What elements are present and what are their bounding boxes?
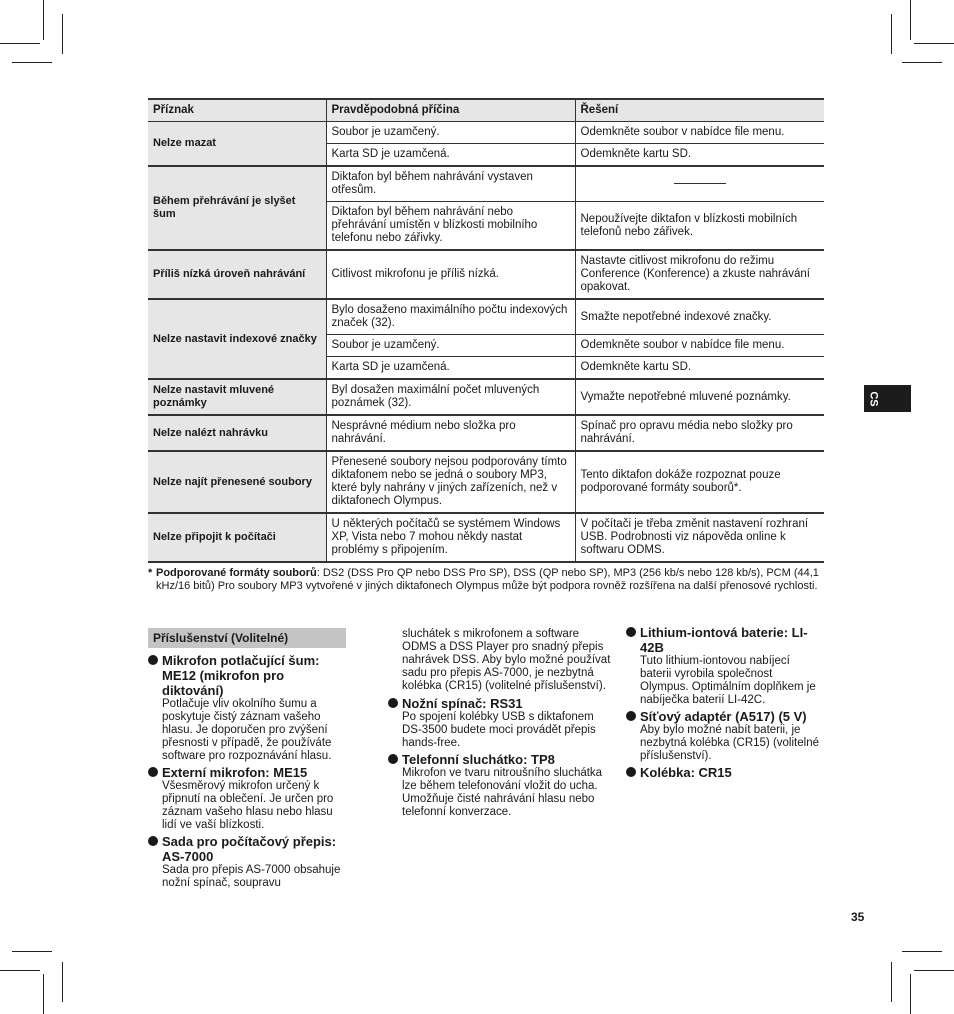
item-description: Sada pro přepis AS-7000 obsahuje nožní spínač, soupravu	[162, 864, 341, 889]
cause-cell: Byl dosažen maximální počet mluvených poznámek (32).	[326, 379, 575, 415]
list-item	[148, 765, 346, 832]
symptom-cell: Nelze nastavit indexové značky	[148, 299, 326, 379]
item-title: Telefonní sluchátko: TP8	[402, 752, 555, 767]
solution-cell: Tento diktafon dokáže rozpoznat pouze podporované formáty souborů*.	[575, 451, 824, 513]
symptom-cell: Nelze nalézt nahrávku	[148, 415, 326, 451]
crop-mark	[62, 14, 63, 54]
list-item	[148, 834, 346, 890]
item-description: Potlačuje vliv okolního šumu a poskytuje čistý záznam vašeho hlasu. Je doporučen pro zvýšení přesnosti v případě, že používáte software pro rozpoznávání hlasu.	[162, 698, 332, 762]
crop-mark	[910, 0, 911, 40]
solution-cell: Odemkněte soubor v nabídce file menu.	[575, 335, 824, 357]
empty-dash	[674, 183, 726, 184]
crop-mark	[914, 43, 954, 44]
table-row	[148, 166, 824, 202]
item-title: Síťový adaptér (A517) (5 V)	[640, 709, 807, 724]
page-number: 35	[851, 910, 865, 924]
header-solution: Řešení	[575, 99, 824, 122]
crop-mark	[0, 43, 40, 44]
item-description: Aby bylo možné nabít baterii, je nezbytná kolébka (CR15) (volitelné příslušenství).	[640, 724, 819, 762]
solution-cell: Odemkněte soubor v nabídce file menu.	[575, 122, 824, 144]
list-item	[626, 625, 822, 707]
cause-cell: Citlivost mikrofonu je příliš nízká.	[326, 250, 575, 299]
crop-mark	[62, 962, 63, 1002]
cause-cell: Diktafon byl během nahrávání nebo přehrávání umístěn v blízkosti mobilního telefonu nebo zářivky.	[326, 202, 575, 251]
bullet-icon	[626, 627, 636, 637]
header-cause: Pravděpodobná příčina	[326, 99, 575, 122]
solution-cell: Spínač pro opravu média nebo složky pro nahrávání.	[575, 415, 824, 451]
crop-mark	[0, 970, 40, 971]
list-item	[626, 765, 822, 780]
table-row	[148, 299, 824, 335]
table-row	[148, 451, 824, 513]
symptom-cell: Nelze mazat	[148, 122, 326, 167]
list-item	[388, 696, 616, 750]
cause-cell: Přenesené soubory nejsou podporovány tímto diktafonem nebo se jedná o soubory MP3, které byly nahrány v jiných zařízeních, než v diktafonech Olympus.	[326, 451, 575, 513]
bullet-icon	[148, 767, 158, 777]
troubleshooting-table	[148, 98, 824, 563]
list-item	[148, 653, 346, 763]
bullet-icon	[388, 754, 398, 764]
table-row	[148, 513, 824, 562]
symptom-cell: Nelze připojit k počítači	[148, 513, 326, 562]
bullet-icon	[388, 698, 398, 708]
accessories-column-2	[388, 628, 616, 821]
cause-cell: Diktafon byl během nahrávání vystaven otřesům.	[326, 166, 575, 202]
footnote-text: : DS2 (DSS Pro QP nebo DSS Pro SP), DSS (QP nebo SP), MP3 (256 kb/s nebo 128 kb/s), PCM (44,1 kHz/16 bitů) Pro soubory MP3 vytvořené v jiných diktafonech Olympus může být podpora rovněž rozšířena na další přenosové rychlosti.	[156, 567, 819, 592]
symptom-cell: Příliš nízká úroveň nahrávání	[148, 250, 326, 299]
item-description-continued: sluchátek s mikrofonem a software ODMS a DSS Player pro snadný přepis nahrávek DSS. Aby bylo možné používat sadu pro přepis AS-7000, je nezbytná kolébka (CR15) (volitelné příslušenství).	[402, 628, 611, 692]
item-description: Mikrofon ve tvaru nitroušního sluchátka lze během telefonování vložit do ucha. Umožňuje čisté nahrávání hlasu nebo telefonní konverzace.	[402, 767, 603, 818]
footnote-marker: *	[148, 567, 153, 579]
item-title: Nožní spínač: RS31	[402, 696, 523, 711]
section-heading: Příslušenství (Volitelné)	[148, 628, 346, 648]
item-title: Sada pro počítačový přepis: AS-7000	[162, 834, 337, 864]
crop-mark	[12, 62, 52, 63]
crop-mark	[914, 970, 954, 971]
footnote-label: Podporované formáty souborů	[156, 567, 317, 579]
solution-cell: V počítači je třeba změnit nastavení rozhraní USB. Podrobnosti viz nápověda online k softwaru ODMS.	[575, 513, 824, 562]
item-title: Mikrofon potlačující šum: ME12 (mikrofon pro diktování)	[162, 653, 320, 698]
cause-cell: Nesprávné médium nebo složka pro nahrávání.	[326, 415, 575, 451]
item-description: Tuto lithium-iontovou nabíjecí baterii vyrobila společnost Olympus. Optimálním doplňkem je nabíječka baterií LI-42C.	[640, 655, 816, 706]
language-tab-label: CS	[867, 390, 880, 407]
item-title: Externí mikrofon: ME15	[162, 765, 308, 780]
crop-mark	[12, 951, 52, 952]
item-title: Lithium-iontová baterie: LI-42B	[640, 625, 808, 655]
solution-cell: Odemkněte kartu SD.	[575, 357, 824, 380]
crop-mark	[902, 951, 942, 952]
accessories-column-3	[626, 625, 822, 782]
solution-cell: Odemkněte kartu SD.	[575, 144, 824, 167]
symptom-cell: Nelze nastavit mluvené poznámky	[148, 379, 326, 415]
solution-cell: Nastavte citlivost mikrofonu do režimu Conference (Konference) a zkuste nahrávání opakovat.	[575, 250, 824, 299]
cause-cell: Soubor je uzamčený.	[326, 122, 575, 144]
crop-mark	[891, 14, 892, 54]
crop-mark	[910, 974, 911, 1014]
bullet-icon	[626, 711, 636, 721]
symptom-cell: Nelze najít přenesené soubory	[148, 451, 326, 513]
crop-mark	[43, 0, 44, 40]
crop-mark	[902, 62, 942, 63]
crop-mark	[43, 974, 44, 1014]
table-row	[148, 415, 824, 451]
list-item	[388, 752, 616, 819]
table-row	[148, 122, 824, 144]
cause-cell: Karta SD je uzamčená.	[326, 144, 575, 167]
solution-cell: Vymažte nepotřebné mluvené poznámky.	[575, 379, 824, 415]
bullet-icon	[148, 655, 158, 665]
item-title: Kolébka: CR15	[640, 765, 732, 780]
language-tab	[864, 385, 911, 412]
cause-cell: Bylo dosaženo maximálního počtu indexových značek (32).	[326, 299, 575, 335]
crop-mark	[891, 962, 892, 1002]
solution-cell: Nepoužívejte diktafon v blízkosti mobilních telefonů nebo zářivek.	[575, 202, 824, 251]
cause-cell: Karta SD je uzamčená.	[326, 357, 575, 380]
table-header-row	[148, 99, 824, 122]
accessories-column-1	[148, 628, 346, 892]
solution-cell: Smažte nepotřebné indexové značky.	[575, 299, 824, 335]
header-symptom: Příznak	[148, 99, 326, 122]
symptom-cell: Během přehrávání je slyšet šum	[148, 166, 326, 250]
solution-cell-empty	[575, 166, 824, 202]
bullet-icon	[148, 836, 158, 846]
item-description: Všesměrový mikrofon určený k připnutí na oblečení. Je určen pro záznam vašeho hlasu nebo hlasu lidí ve vaší blízkosti.	[162, 780, 334, 831]
item-description: Po spojení kolébky USB s diktafonem DS-3500 budete moci provádět přepis hands-free.	[402, 711, 596, 749]
table-row	[148, 379, 824, 415]
table-row	[148, 250, 824, 299]
footnote	[148, 567, 824, 593]
bullet-icon	[626, 767, 636, 777]
cause-cell: U některých počítačů se systémem Windows XP, Vista nebo 7 mohou někdy nastat problémy s připojením.	[326, 513, 575, 562]
list-item	[626, 709, 822, 763]
cause-cell: Soubor je uzamčený.	[326, 335, 575, 357]
